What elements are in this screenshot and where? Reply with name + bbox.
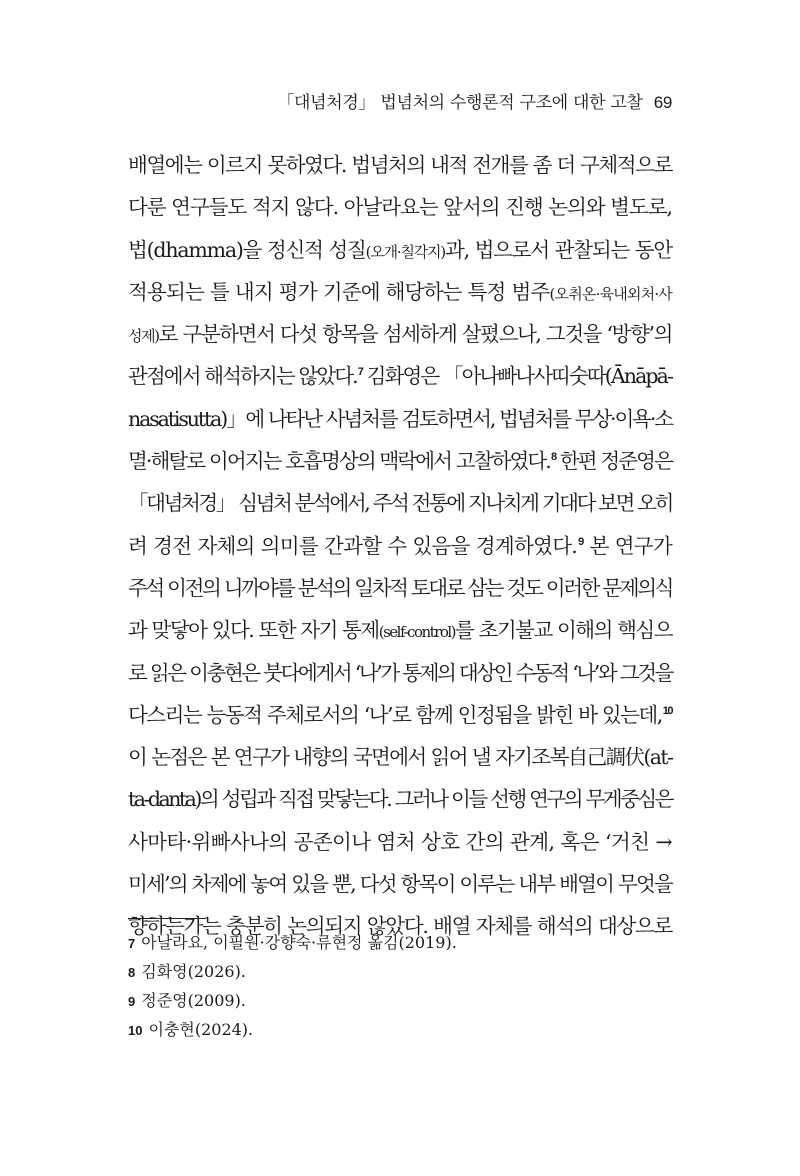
footnotes <box>128 928 672 1044</box>
text-span: 로 구분하면서 다섯 항목을 섬세하게 살폈으나, 그것을 ‘방향’의 <box>158 322 672 347</box>
footnote-item <box>128 986 672 1015</box>
text-line <box>128 144 672 186</box>
text-span: 본 연구가 <box>583 533 672 558</box>
text-span: 멸·해탈로 이어지는 호흡명상의 맥락에서 고찰하였다. <box>128 449 550 474</box>
footnote-item <box>128 928 672 957</box>
text-span: 김화영은 「아나빠나사띠숫따(Ānāpā- <box>362 364 672 389</box>
text-span: 로 읽은 이충현은 붓다에게서 ‘나’가 통제의 대상인 수동적 ‘나’와 그것을 <box>128 660 672 685</box>
text-line <box>128 440 672 482</box>
text-line <box>128 355 672 397</box>
footnote-ref-7[interactable]: 7 <box>357 366 362 379</box>
footnote-ref-8[interactable]: 8 <box>550 451 556 464</box>
footnote-ref-10[interactable]: 10 <box>662 704 672 717</box>
text-span: ta-danta)의 성립과 직접 맞닿는다. 그러나 이들 선행 연구의 무게중심은 <box>128 787 672 812</box>
footnote-number: 9 <box>128 994 136 1009</box>
footnote-number: 8 <box>128 965 136 980</box>
text-span: nasatisutta)」에 나타난 사념처를 검토하면서, 법념처를 무상·이욕·소 <box>128 406 672 431</box>
footnote-number: 7 <box>128 936 136 951</box>
text-span-small: (self-control) <box>378 623 456 642</box>
text-span: 주석 이전의 니까야를 분석의 일차적 토대로 삼는 것도 이러한 문제의식 <box>128 575 672 600</box>
text-span-small: (오취온·육내외처·사 <box>549 284 672 303</box>
footnote-text: 아날라요, 이필원·강향숙·류현정 옮김(2019). <box>141 933 457 952</box>
text-span: 이 논점은 본 연구가 내향의 국면에서 읽어 낼 자기조복自己調伏(at- <box>128 745 673 770</box>
body-text <box>128 144 672 948</box>
text-line <box>128 863 672 905</box>
footnote-divider <box>128 918 206 919</box>
text-line <box>128 694 672 736</box>
text-span: 과 맞닿아 있다. 또한 자기 통제 <box>128 618 379 643</box>
footnote-text: 김화영(2026). <box>141 962 246 981</box>
text-span: 려 경전 자체의 의미를 간과할 수 있음을 경계하였다. <box>128 533 578 558</box>
footnote-ref-9[interactable]: 9 <box>578 535 584 548</box>
footnote-text: 정준영(2009). <box>141 991 246 1010</box>
running-header <box>277 88 672 113</box>
footnote-number: 10 <box>128 1023 143 1038</box>
text-line <box>128 821 672 863</box>
text-span: 사마타·위빠사나의 공존이나 염처 상호 간의 관계, 혹은 ‘거친 → <box>128 829 672 854</box>
text-line <box>128 186 672 228</box>
text-line <box>128 271 672 313</box>
text-line <box>128 778 672 820</box>
text-span-small: (오개·칠각지) <box>365 242 445 261</box>
text-span: 적용되는 틀 내지 평가 기준에 해당하는 특정 범주 <box>128 279 550 304</box>
text-line <box>128 229 672 271</box>
header-title: 「대념처경」 법념처의 수행론적 구조에 대한 고찰 <box>277 93 643 113</box>
text-line <box>128 482 672 524</box>
text-line <box>128 609 672 651</box>
text-span: 다스리는 능동적 주체로서의 ‘나’로 함께 인정됨을 밝힌 바 있는데, <box>128 702 662 727</box>
text-span: 「대념처경」 심념처 분석에서, 주석 전통에 지나치게 기대다 보면 오히 <box>128 491 672 516</box>
footnote-item <box>128 1015 672 1044</box>
text-span-small: 성제) <box>128 327 159 346</box>
text-line <box>128 398 672 440</box>
text-line <box>128 652 672 694</box>
text-line <box>128 567 672 609</box>
footnote-text: 이충현(2024). <box>148 1020 254 1039</box>
text-span: 다룬 연구들도 적지 않다. 아날라요는 앞서의 진행 논의와 별도로, <box>128 195 673 220</box>
text-span: 관점에서 해석하지는 않았다. <box>128 364 357 389</box>
text-span: 향하는가는 충분히 논의되지 않았다. 배열 자체를 해석의 대상으로 <box>128 914 672 939</box>
text-span: 배열에는 이르지 못하였다. 법념처의 내적 전개를 좀 더 구체적으로 <box>128 153 672 177</box>
page-number: 69 <box>653 93 672 112</box>
text-line <box>128 525 672 567</box>
text-span: 미세’의 차제에 놓여 있을 뿐, 다섯 항목이 이루는 내부 배열이 무엇을 <box>128 872 672 897</box>
text-span: 한편 정준영은 <box>555 449 672 474</box>
text-span: 법(dhamma)을 정신적 성질 <box>128 237 366 262</box>
text-span: 과, 법으로서 관찰되는 동안 <box>444 237 672 262</box>
footnote-item <box>128 957 672 986</box>
text-line <box>128 313 672 355</box>
text-span: 를 초기불교 이해의 핵심으 <box>455 618 672 643</box>
text-line <box>128 736 672 778</box>
